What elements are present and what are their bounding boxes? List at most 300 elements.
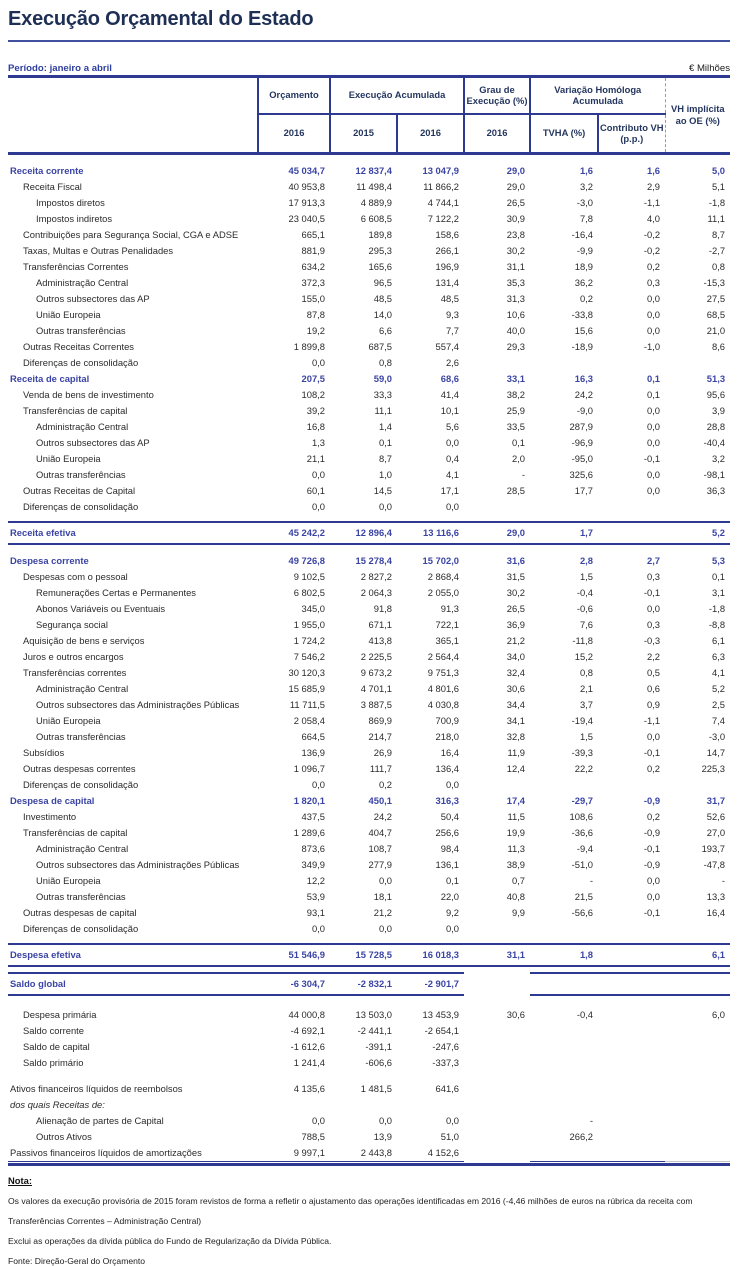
value-cell: 111,7 (369, 763, 392, 774)
value-cell: 1 724,2 (293, 635, 325, 646)
table-row (8, 403, 730, 419)
table-row (8, 355, 730, 371)
value-cell: 0,3 (646, 571, 661, 582)
value-cell (598, 1145, 665, 1162)
spacer-cell (8, 966, 730, 973)
value-cell: 0,2 (646, 811, 661, 822)
value-cell: 29,0 (506, 165, 526, 176)
value-cell: 207,5 (301, 373, 325, 384)
value-cell: 0,0 (445, 501, 460, 512)
table-row (8, 713, 730, 729)
value-cell (258, 1097, 330, 1113)
value-cell: 0,0 (646, 891, 661, 902)
row-label: Alienação de partes de Capital (36, 1115, 164, 1126)
row-label: Outros subsectores das AP (36, 437, 150, 448)
value-cell: 28,5 (506, 485, 526, 496)
table-row (8, 1039, 730, 1055)
table-row (8, 499, 730, 515)
value-cell: 345,0 (301, 603, 325, 614)
value-cell: 8,7 (378, 453, 392, 464)
value-cell: 51,3 (706, 373, 726, 384)
row-label: Outras transferências (36, 731, 126, 742)
value-cell: 95,6 (706, 389, 726, 400)
table-row (8, 243, 730, 259)
value-cell (530, 1039, 598, 1055)
value-cell: 256,6 (435, 827, 460, 838)
table-row (8, 601, 730, 617)
value-cell: - (721, 875, 726, 886)
value-cell: 0,1 (445, 875, 460, 886)
value-cell: 1 241,4 (293, 1057, 325, 1068)
value-cell (665, 1113, 730, 1129)
table-row (8, 569, 730, 585)
value-cell: 59,0 (373, 373, 392, 384)
value-cell: 0,2 (378, 779, 392, 790)
value-cell: 9 102,5 (293, 571, 325, 582)
value-cell: 3,2 (711, 453, 726, 464)
value-cell: 0,0 (378, 1115, 392, 1126)
value-cell: 372,3 (301, 277, 325, 288)
value-cell: 3,7 (579, 699, 594, 710)
value-cell: 0,0 (445, 923, 460, 934)
value-cell: 40,8 (506, 891, 526, 902)
value-cell: 5,6 (445, 421, 460, 432)
value-cell: 17,1 (440, 485, 460, 496)
value-cell: 0,0 (445, 437, 460, 448)
value-cell: 15,6 (574, 325, 594, 336)
value-cell: 0,0 (646, 469, 661, 480)
value-cell: 26,5 (506, 197, 526, 208)
row-label: Remunerações Certas e Permanentes (36, 587, 196, 598)
value-cell: 1,6 (646, 165, 661, 176)
value-cell: 23,8 (506, 229, 526, 240)
value-cell: 1 289,6 (293, 827, 325, 838)
value-cell: 0,0 (646, 421, 661, 432)
value-cell: -0,2 (643, 229, 661, 240)
value-cell: 108,7 (368, 843, 392, 854)
value-cell: 0,1 (711, 571, 726, 582)
value-cell (530, 777, 598, 793)
value-cell: -11,8 (572, 635, 594, 646)
table-row (8, 275, 730, 291)
spacer-row (8, 154, 730, 164)
table-row (8, 1023, 730, 1039)
value-cell: -0,4 (576, 587, 594, 598)
value-cell: 2 564,4 (427, 651, 460, 662)
value-cell: 193,7 (701, 843, 726, 854)
value-cell: 29,3 (506, 341, 526, 352)
value-cell: -391,1 (365, 1041, 392, 1052)
value-cell: 22,2 (574, 763, 594, 774)
value-cell: -2,7 (708, 245, 726, 256)
value-cell (598, 355, 665, 371)
value-cell: -98,1 (703, 469, 726, 480)
row-label: Impostos indiretos (36, 213, 113, 224)
note-line-1: Os valores da execução provisória de 2015 foram revistos de forma a refletir o ajustamento das operações identificadas em 2016 (-4,46 milhões de euros na rúbrica da receita com (8, 1196, 693, 1206)
spacer-cell (8, 544, 730, 553)
value-cell: -40,4 (703, 437, 726, 448)
row-label: Outras Receitas de Capital (23, 485, 136, 496)
table-row (8, 307, 730, 323)
table-row (8, 1145, 730, 1162)
value-cell: -9,0 (576, 405, 594, 416)
row-label: Saldo corrente (23, 1025, 84, 1036)
value-cell: 38,9 (506, 859, 526, 870)
table-row (8, 522, 730, 544)
value-cell: 40,0 (506, 325, 526, 336)
value-cell: -0,3 (643, 635, 661, 646)
value-cell: 218,0 (435, 731, 460, 742)
spacer-cell (8, 515, 730, 522)
value-cell: 1,0 (378, 469, 392, 480)
value-cell (530, 973, 598, 995)
value-cell: 131,4 (435, 277, 460, 288)
value-cell: 12,2 (306, 875, 325, 886)
row-label: Transferências de capital (23, 405, 128, 416)
spacer-row (8, 995, 730, 1007)
row-label: Outras transferências (36, 891, 126, 902)
value-cell: 4 744,1 (427, 197, 460, 208)
value-cell: -0,1 (643, 843, 661, 854)
note-label: Nota: (8, 1175, 32, 1186)
table-row (8, 825, 730, 841)
row-label: Despesa primária (23, 1009, 97, 1020)
value-cell: 0,0 (378, 875, 392, 886)
value-cell: 2 443,8 (330, 1145, 397, 1162)
value-cell (464, 1129, 530, 1145)
period-label: Período: janeiro a abril (8, 63, 112, 74)
row-label: Despesas com o pessoal (23, 571, 128, 582)
value-cell: 4,1 (711, 667, 726, 678)
value-cell: 365,1 (435, 635, 460, 646)
value-cell (464, 1023, 530, 1039)
value-cell: 0,3 (646, 277, 661, 288)
value-cell: 325,6 (569, 469, 594, 480)
value-cell (598, 973, 665, 995)
table-row (8, 211, 730, 227)
value-cell: -1,1 (643, 197, 661, 208)
value-cell: 5,0 (711, 165, 726, 176)
value-cell: 4,0 (646, 213, 661, 224)
value-cell: 36,3 (706, 485, 726, 496)
value-cell: 91,3 (440, 603, 460, 614)
value-cell: 11,5 (507, 811, 526, 822)
table-row (8, 889, 730, 905)
value-cell: -2 654,1 (424, 1025, 460, 1036)
value-cell: 2,1 (579, 683, 594, 694)
row-label: Outras transferências (36, 469, 126, 480)
row-label: Administração Central (36, 277, 129, 288)
value-cell: 0,0 (646, 309, 661, 320)
value-cell: 437,5 (301, 811, 325, 822)
table-row (8, 617, 730, 633)
value-cell (598, 522, 665, 544)
value-cell: 0,2 (579, 293, 594, 304)
value-cell: 60,1 (306, 485, 325, 496)
value-cell: 15 278,4 (355, 555, 392, 566)
value-cell: -0,1 (643, 907, 661, 918)
units-label: € Milhões (688, 63, 730, 74)
value-cell: 1,3 (311, 437, 325, 448)
table-row (8, 665, 730, 681)
value-cell: 21,5 (574, 891, 594, 902)
spacer-cell (8, 1071, 730, 1081)
value-cell: 16,4 (440, 747, 460, 758)
table-row (8, 729, 730, 745)
row-label: Impostos diretos (36, 197, 105, 208)
row-label: União Europeia (36, 309, 101, 320)
value-cell: 36,9 (506, 619, 526, 630)
value-cell: -96,9 (571, 437, 594, 448)
value-cell: 0,9 (646, 699, 661, 710)
table-row (8, 291, 730, 307)
value-cell: -6 304,7 (258, 973, 330, 995)
value-cell: 52,6 (706, 811, 726, 822)
value-cell: 9,9 (511, 907, 526, 918)
value-cell (665, 1081, 730, 1097)
spacer-cell (8, 154, 730, 164)
row-label: União Europeia (36, 453, 101, 464)
value-cell: 48,5 (440, 293, 460, 304)
row-label: Receita de capital (10, 373, 90, 384)
value-cell: 1,4 (378, 421, 392, 432)
value-cell: -19,4 (571, 715, 594, 726)
row-label: Despesa corrente (10, 555, 89, 566)
value-cell (665, 1039, 730, 1055)
value-cell (464, 499, 530, 515)
value-cell: 9,2 (445, 907, 460, 918)
row-label: Despesa de capital (10, 795, 95, 806)
value-cell: 17 913,3 (288, 197, 325, 208)
row-label: Passivos financeiros líquidos de amortizações (8, 1145, 258, 1162)
row-label: Receita corrente (10, 165, 84, 176)
value-cell: 287,9 (569, 421, 594, 432)
table-row (8, 259, 730, 275)
table-row (8, 435, 730, 451)
value-cell: 51 546,9 (258, 944, 330, 966)
value-cell: 2 827,2 (360, 571, 392, 582)
value-cell: 189,8 (368, 229, 392, 240)
value-cell: 29,0 (464, 522, 530, 544)
value-cell: 1,5 (579, 731, 594, 742)
value-cell: -95,0 (571, 453, 594, 464)
value-cell: 16,3 (574, 373, 594, 384)
note-line-2: Transferências Correntes – Administração Central) (8, 1216, 202, 1226)
table-row (8, 873, 730, 889)
row-label: Segurança social (36, 619, 108, 630)
header-year-2015: 2015 (330, 114, 397, 154)
table-row (8, 697, 730, 713)
value-cell: -56,6 (571, 907, 594, 918)
header-tvha: TVHA (%) (530, 114, 598, 154)
value-cell: 1 096,7 (293, 763, 325, 774)
value-cell (464, 1039, 530, 1055)
value-cell: 16,8 (306, 421, 325, 432)
value-cell: 10,1 (440, 405, 460, 416)
budget-table (8, 75, 730, 1162)
value-cell (464, 777, 530, 793)
value-cell: 13 116,6 (397, 522, 464, 544)
value-cell: -2 441,1 (357, 1025, 392, 1036)
value-cell: 5,3 (711, 555, 726, 566)
value-cell: 6,6 (378, 325, 392, 336)
table-row (8, 841, 730, 857)
value-cell: 2,8 (579, 555, 594, 566)
value-cell: 14,0 (373, 309, 392, 320)
table-row (8, 467, 730, 483)
value-cell: 10,6 (506, 309, 526, 320)
value-cell: 0,3 (646, 619, 661, 630)
value-cell: 0,2 (646, 763, 661, 774)
row-label: Saldo global (8, 973, 258, 995)
value-cell: 316,3 (435, 795, 460, 806)
row-label: Administração Central (36, 843, 129, 854)
table-row (8, 777, 730, 793)
value-cell: 39,2 (306, 405, 325, 416)
value-cell: 0,8 (579, 667, 594, 678)
value-cell: -2 832,1 (330, 973, 397, 995)
value-cell: - (589, 875, 594, 886)
value-cell: 0,0 (378, 923, 392, 934)
value-cell: -606,6 (365, 1057, 392, 1068)
value-cell: 28,8 (706, 421, 726, 432)
value-cell: 44 000,8 (288, 1009, 325, 1020)
value-cell: -16,4 (571, 229, 594, 240)
row-label: Administração Central (36, 683, 129, 694)
value-cell: 14,7 (706, 747, 726, 758)
table-row (8, 585, 730, 601)
value-cell: 0,1 (646, 389, 661, 400)
value-cell: -0,1 (643, 587, 661, 598)
value-cell: 31,3 (506, 293, 526, 304)
value-cell: 634,2 (301, 261, 325, 272)
value-cell (598, 1129, 665, 1145)
table-row (8, 195, 730, 211)
value-cell: 7,7 (445, 325, 460, 336)
value-cell (598, 1097, 665, 1113)
row-label: Outros subsectores das AP (36, 293, 150, 304)
value-cell: 18,9 (574, 261, 594, 272)
value-cell: 6,3 (711, 651, 726, 662)
value-cell: 0,0 (311, 779, 325, 790)
row-label: Outras despesas correntes (23, 763, 136, 774)
value-cell: 31,6 (506, 555, 526, 566)
value-cell: 21,2 (373, 907, 392, 918)
title-divider (8, 40, 730, 42)
value-cell: -39,3 (571, 747, 594, 758)
value-cell: 34,4 (506, 699, 526, 710)
row-label: Juros e outros encargos (23, 651, 124, 662)
value-cell: 12,4 (506, 763, 526, 774)
header-orcamento: Orçamento (258, 77, 330, 114)
value-cell: 11 866,2 (423, 181, 460, 192)
value-cell: 0,0 (646, 603, 661, 614)
row-label: Venda de bens de investimento (23, 389, 154, 400)
value-cell: 2,6 (445, 357, 460, 368)
header-year-2016: 2016 (397, 114, 464, 154)
table-bottom-divider (8, 1163, 730, 1166)
value-cell: 0,0 (311, 1115, 325, 1126)
value-cell: 12 837,4 (355, 165, 392, 176)
table-row (8, 905, 730, 921)
value-cell: 4 030,8 (427, 699, 460, 710)
value-cell: 295,3 (368, 245, 392, 256)
value-cell: 3,9 (711, 405, 726, 416)
row-label: União Europeia (36, 715, 101, 726)
value-cell: 1 899,8 (293, 341, 325, 352)
value-cell: 33,1 (506, 373, 526, 384)
value-cell: 277,9 (368, 859, 392, 870)
value-cell: 35,3 (506, 277, 526, 288)
value-cell: 0,1 (378, 437, 392, 448)
value-cell: -2 901,7 (397, 973, 464, 995)
value-cell: 2 055,0 (427, 587, 460, 598)
table-row (8, 419, 730, 435)
value-cell: 266,2 (569, 1131, 594, 1142)
value-cell: 9 751,3 (427, 667, 460, 678)
value-cell: 0,0 (445, 1115, 460, 1126)
spacer-row (8, 966, 730, 973)
table-meta (8, 63, 730, 74)
value-cell (530, 355, 598, 371)
value-cell: 413,8 (368, 635, 392, 646)
value-cell: 0,8 (378, 357, 392, 368)
value-cell: 7,6 (579, 619, 594, 630)
table-row (8, 649, 730, 665)
value-cell: 0,0 (378, 501, 392, 512)
value-cell: 31,5 (506, 571, 526, 582)
value-cell: -9,4 (576, 843, 594, 854)
value-cell: 24,2 (574, 389, 594, 400)
value-cell: 0,1 (646, 373, 661, 384)
value-cell: 0,0 (311, 469, 325, 480)
header-contributo-vh: Contributo VH (p.p.) (598, 114, 665, 154)
value-cell (530, 1023, 598, 1039)
value-cell: 225,3 (701, 763, 726, 774)
row-label: Outras transferências (36, 325, 126, 336)
value-cell: 31,1 (464, 944, 530, 966)
value-cell (464, 355, 530, 371)
value-cell: 49 726,8 (288, 555, 325, 566)
value-cell: 1 481,5 (360, 1083, 392, 1094)
table-row (8, 921, 730, 937)
table-row (8, 163, 730, 179)
value-cell (464, 973, 530, 995)
row-label: União Europeia (36, 875, 101, 886)
value-cell: 5,2 (711, 683, 726, 694)
row-label: Ativos financeiros líquidos de reembolsos (10, 1083, 183, 1094)
value-cell: 27,5 (706, 293, 726, 304)
value-cell: 26,9 (373, 747, 392, 758)
table-row (8, 387, 730, 403)
value-cell: 13,3 (706, 891, 726, 902)
value-cell: 9 673,2 (360, 667, 392, 678)
note-source: Fonte: Direção-Geral do Orçamento (8, 1256, 146, 1266)
value-cell (530, 921, 598, 937)
value-cell: 14,5 (373, 485, 392, 496)
value-cell (530, 1055, 598, 1071)
value-cell: 0,2 (646, 261, 661, 272)
value-cell (464, 1055, 530, 1071)
value-cell: 15 728,5 (330, 944, 397, 966)
value-cell: 21,1 (306, 453, 325, 464)
value-cell: 33,3 (373, 389, 392, 400)
value-cell: 0,8 (711, 261, 726, 272)
table-row (8, 1007, 730, 1023)
value-cell: 30,2 (506, 587, 526, 598)
table-row (8, 633, 730, 649)
value-cell: 0,0 (646, 437, 661, 448)
